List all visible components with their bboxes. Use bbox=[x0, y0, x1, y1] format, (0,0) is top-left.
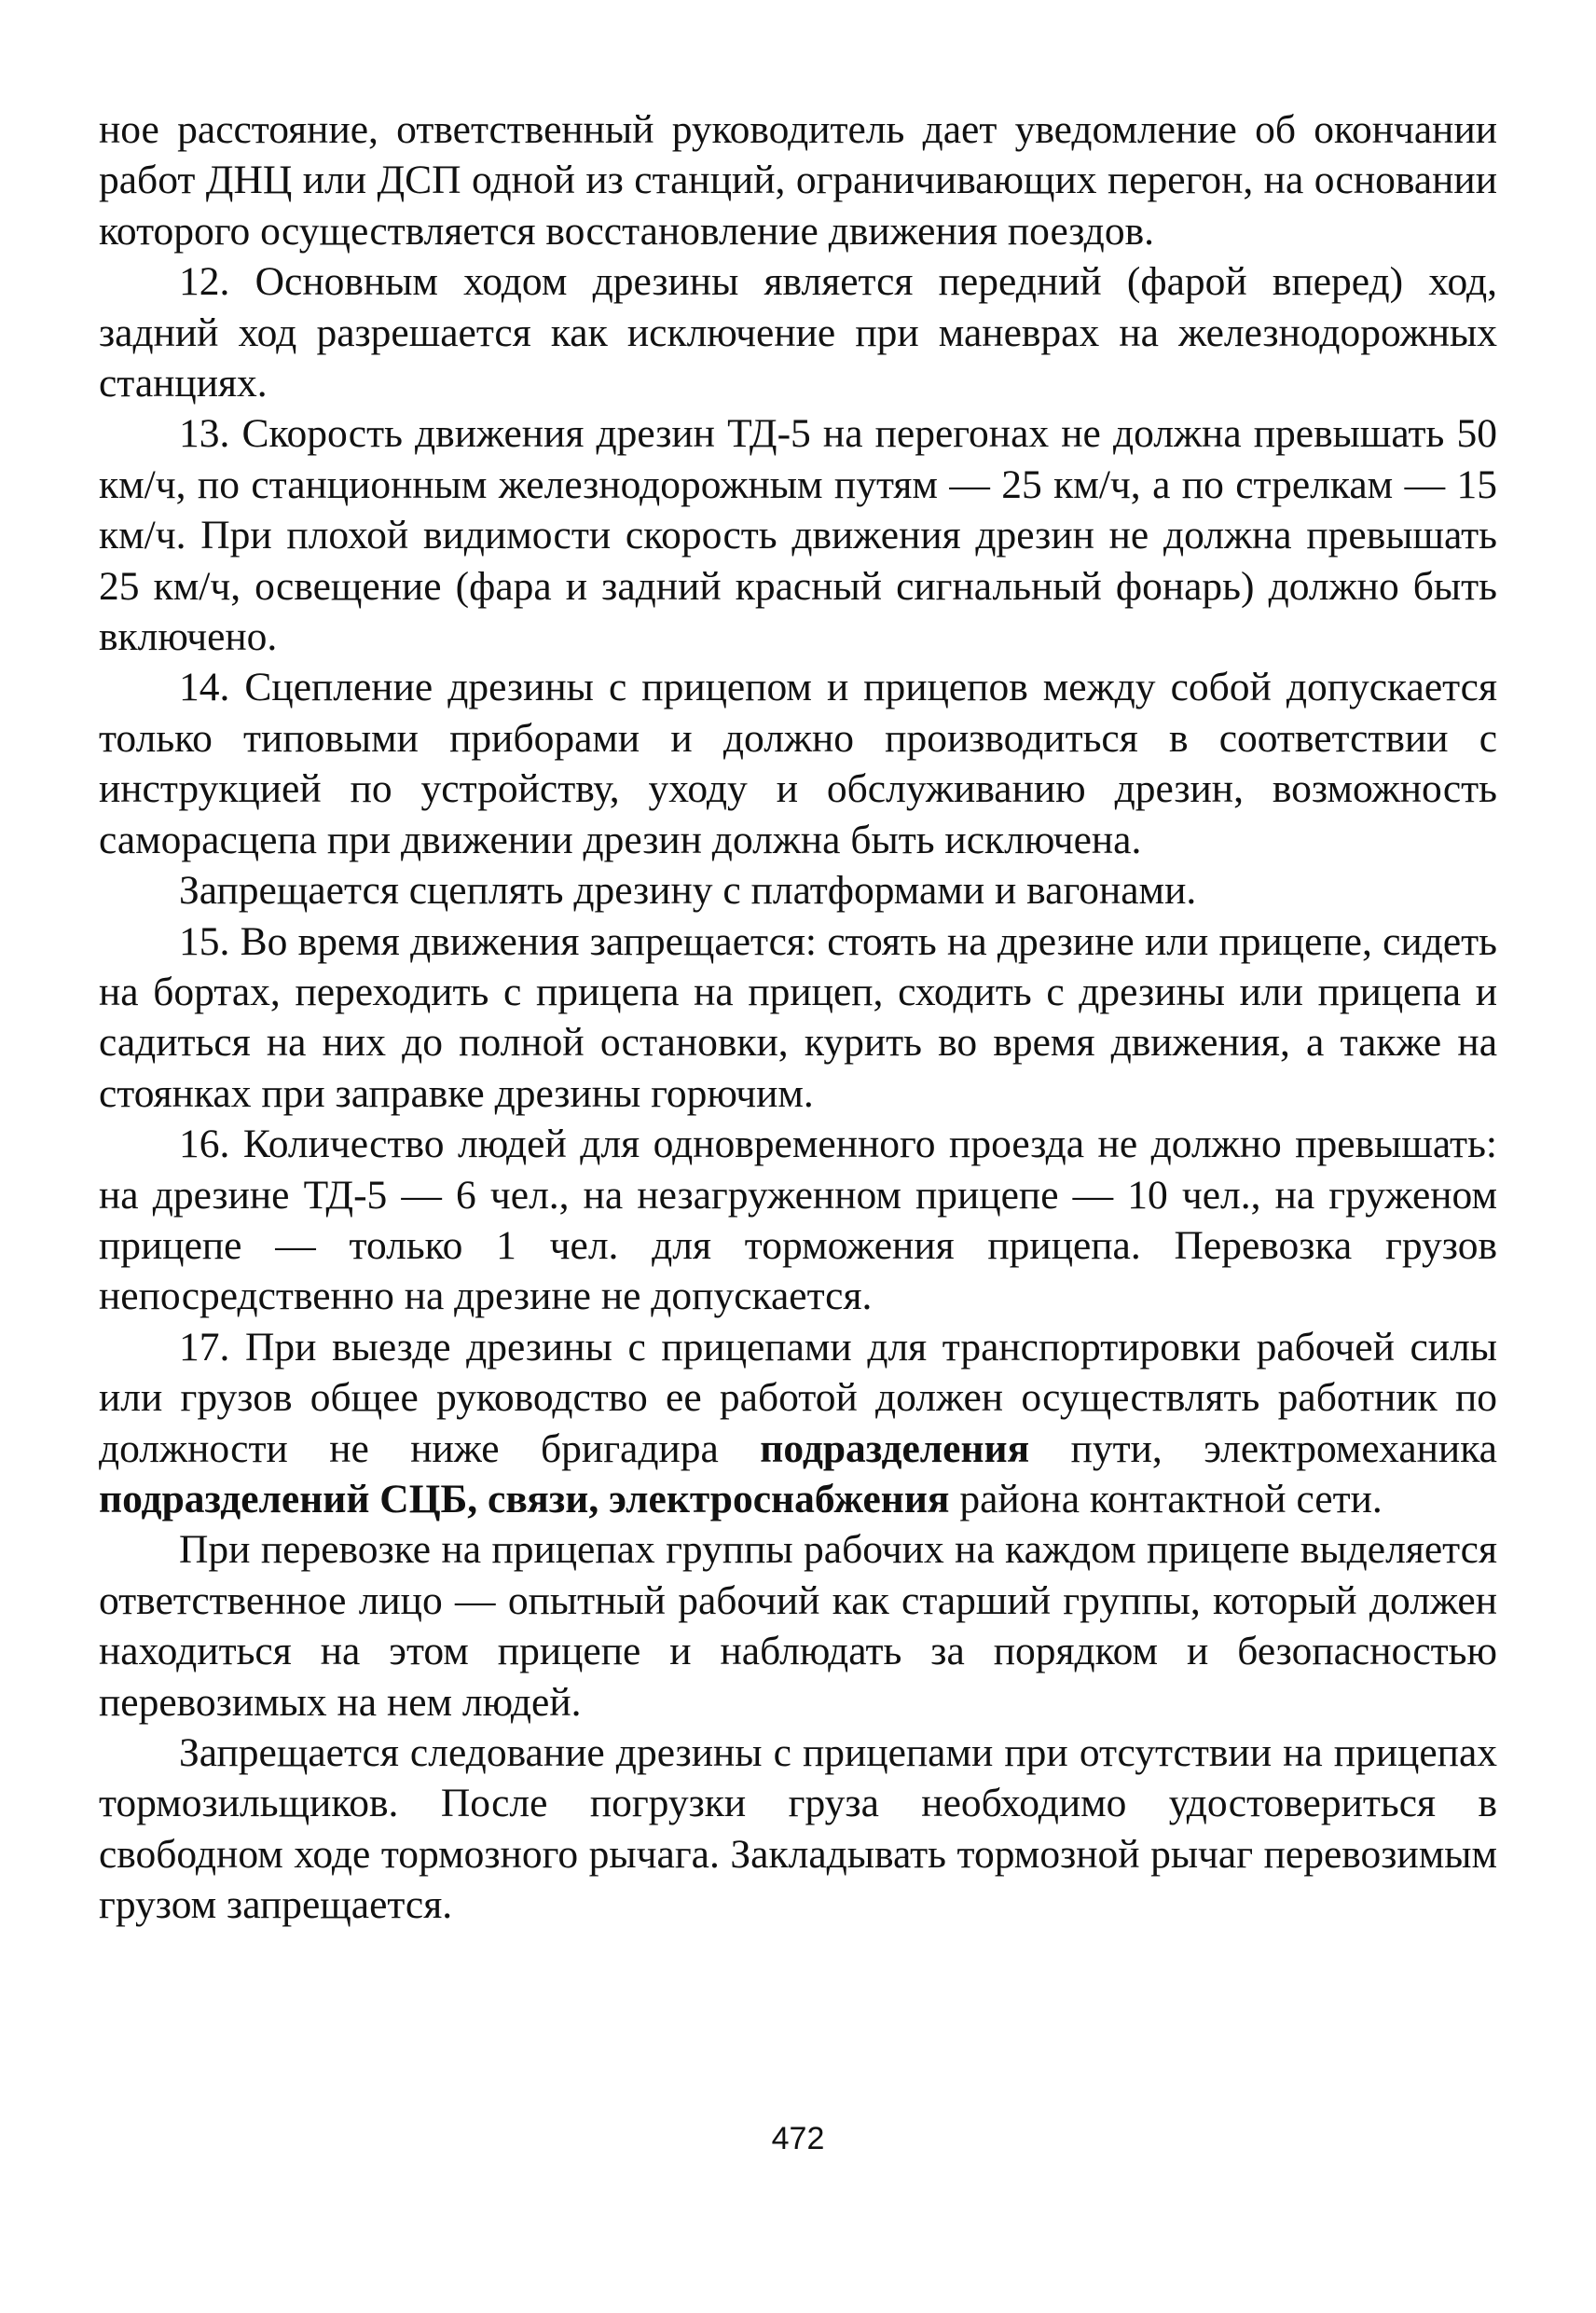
paragraph-text: Запрещается сцеплять дрезину с платформами и вагонами. bbox=[179, 868, 1197, 914]
paragraph-item-14 bbox=[99, 662, 1497, 865]
paragraph-text: 12. Основным ходом дрезины является передний (фарой вперед) ход, задний ход разрешается как исключение при маневрах на железнодорожных станциях. bbox=[99, 259, 1497, 406]
paragraph-continuation bbox=[99, 104, 1497, 256]
paragraph-text: 13. Скорость движения дрезин ТД-5 на перегонах не должна превышать 50 км/ч, по станционным железнодорожным путям — 25 км/ч, а по стрелкам — 15 км/ч. При плохой видимости скорость движения дрезин не должна превышать 25 км/ч, освещение (фара и задний красный сигнальный фонарь) должно быть включено. bbox=[99, 411, 1497, 660]
bold-term: подразделений СЦБ, связи, электроснабжения bbox=[99, 1476, 950, 1521]
bold-term: подразделения bbox=[760, 1425, 1030, 1471]
paragraph-text: 17. При выезде дрезины с прицепами для транспортировки рабочей силы или грузов общее руководство ее работой должен осуществлять работник по должности не ниже бригадира bbox=[99, 1324, 1497, 1471]
paragraph-item-15 bbox=[99, 916, 1497, 1120]
paragraph-text: Запрещается следование дрезины с прицепами при отсутствии на прицепах тормозильщиков. После погрузки груза необходимо удостовериться в свободном ходе тормозного рычага. Закладывать тормозной рычаг перевозимым грузом запрещается. bbox=[99, 1730, 1497, 1928]
paragraph-text: 14. Сцепление дрезины с прицепом и прицепов между собой допускается только типовыми приборами и должно производиться в соответствии с инструкцией по устройству, уходу и обслуживанию дрезин, возможность саморасцепа при движении дрезин должна быть исключена. bbox=[99, 665, 1497, 862]
paragraph-item-16 bbox=[99, 1119, 1497, 1322]
paragraph-prohibition-coupling bbox=[99, 865, 1497, 916]
paragraph-text: ное расстояние, ответственный руководитель дает уведомление об окончании работ ДНЦ или ДСП одной из станций, ограничивающих перегон, на основании которого осуществляется восстановление движения поездов. bbox=[99, 107, 1497, 254]
paragraph-item-17 bbox=[99, 1322, 1497, 1525]
paragraph-prohibition-brakemen bbox=[99, 1728, 1497, 1931]
paragraph-text: пути, электромеханика bbox=[1029, 1425, 1497, 1471]
body-text bbox=[99, 104, 1497, 1931]
page-number: 472 bbox=[771, 2121, 825, 2156]
paragraph-item-13 bbox=[99, 408, 1497, 662]
paragraph-text: При перевозке на прицепах группы рабочих на каждом прицепе выделяется ответственное лицо — опытный рабочий как старший группы, который должен находиться на этом прицепе и наблюдать за порядком и безопасностью перевозимых на нем людей. bbox=[99, 1527, 1497, 1725]
paragraph-text: 15. Во время движения запрещается: стоять на дрезине или прицепе, сидеть на бортах, переходить с прицепа на прицеп, сходить с дрезины или прицепа и садиться на них до полной остановки, курить во время движения, а также на стоянках при заправке дрезины горючим. bbox=[99, 918, 1497, 1116]
paragraph-group-transport bbox=[99, 1524, 1497, 1728]
paragraph-item-12 bbox=[99, 256, 1497, 408]
paragraph-text: района контактной сети. bbox=[949, 1476, 1383, 1521]
paragraph-text: 16. Количество людей для одновременного проезда не должно превышать: на дрезине ТД-5 — 6 чел., на незагруженном прицепе — 10 чел., на груженом прицепе — только 1 чел. для торможения прицепа. Перевозка грузов непосредственно на дрезине не допускается. bbox=[99, 1122, 1497, 1319]
